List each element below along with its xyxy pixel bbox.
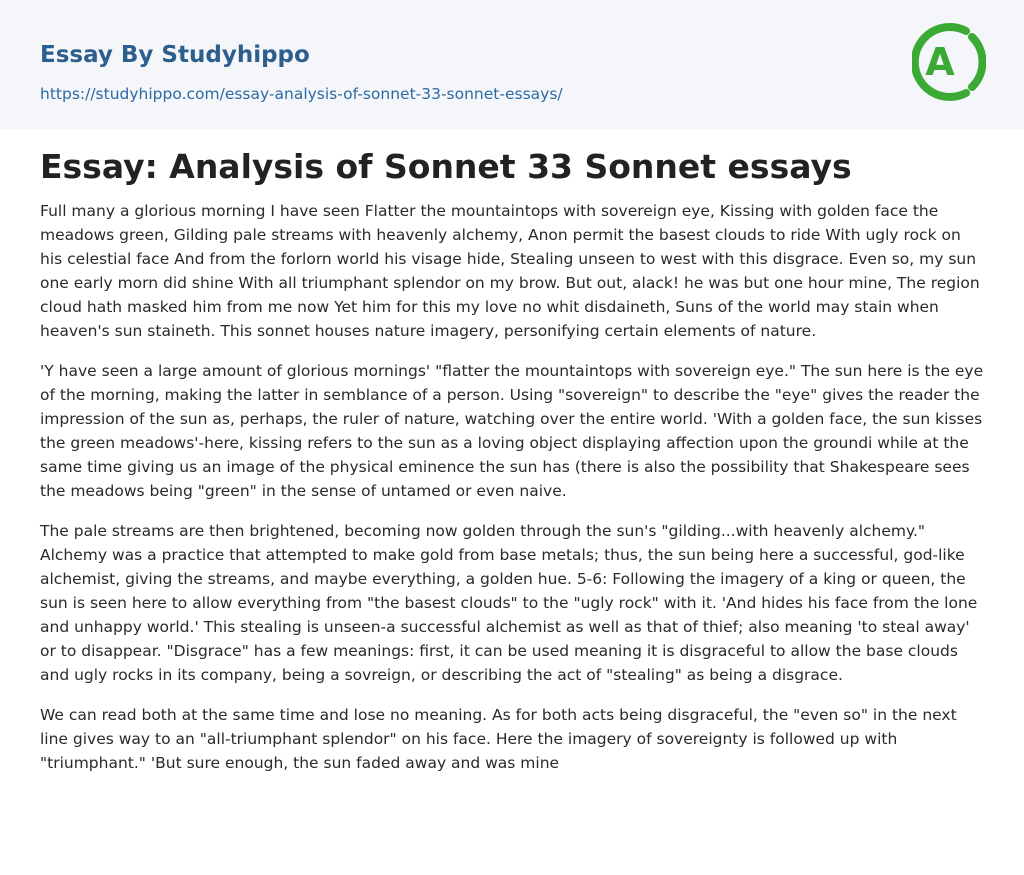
essay-title: Essay: Analysis of Sonnet 33 Sonnet essays [40,147,852,186]
site-title: Essay By Studyhippo [40,42,310,68]
page-url-link[interactable]: https://studyhippo.com/essay-analysis-of-sonnet-33-sonnet-essays/ [40,85,563,103]
logo-letter: A [925,40,955,84]
essay-paragraph: We can read both at the same time and lose no meaning. As for both acts being disgraceful, the "even so" in the next line gives way to an "all-triumphant splendor" on his face. Here the imagery of sovereignty is followed up with "triumphant." 'But sure enough, the sun faded away and was mine [40,706,957,772]
page-header [0,0,1024,129]
essay-paragraph: The pale streams are then brightened, becoming now golden through the sun's "gilding...with heavenly alchemy." Alchemy was a practice that attempted to make gold from base metals; thus, the sun being here a successful, god-like alchemist, giving the streams, and maybe everything, a golden hue. 5-6: Following the imagery of a king or queen, the sun is seen here to allow everything from "the basest clouds" to the "ugly rock" with it. 'And hides his face from the lone and unhappy world.' This stealing is unseen-a successful alchemist as well as that of thief; also meaning 'to steal away' or to disappear. "Disgrace" has a few meanings: first, it can be used meaning it is disgraceful to allow the base clouds and ugly rocks in its company, being a sovreign, or describing the act of "stealing" as being a disgrace. [40,522,978,684]
essay-paragraph: Full many a glorious morning I have seen Flatter the mountaintops with sovereign eye, Kissing with golden face the meadows green, Gilding pale streams with heavenly alchemy, Anon permit the basest clouds to ride With ugly rock on his celestial face And from the forlorn world his visage hide, Stealing unseen to west with this disgrace. Even so, my sun one early morn did shine With all triumphant splendor on my brow. But out, alack! he was but one hour mine, The region cloud hath masked him from me now Yet him for this my love no whit disdaineth, Suns of the world may stain when heaven's sun staineth. This sonnet houses nature imagery, personifying certain elements of nature. [40,202,980,340]
studyhippo-logo[interactable] [912,19,986,105]
essay-paragraph: 'Y have seen a large amount of glorious mornings' "flatter the mountaintops with sovereign eye." The sun here is the eye of the morning, making the latter in semblance of a person. Using "sovereign" to describe the "eye" gives the reader the impression of the sun as, perhaps, the ruler of nature, watching over the entire world. 'With a golden face, the sun kisses the green meadows'-here, kissing refers to the sun as a loving object displaying affection upon the groundi while at the same time giving us an image of the physical eminence the sun has (there is also the possibility that Shakespeare sees the meadows being "green" in the sense of untamed or even naive. [40,362,984,500]
essay-content [0,129,1024,775]
